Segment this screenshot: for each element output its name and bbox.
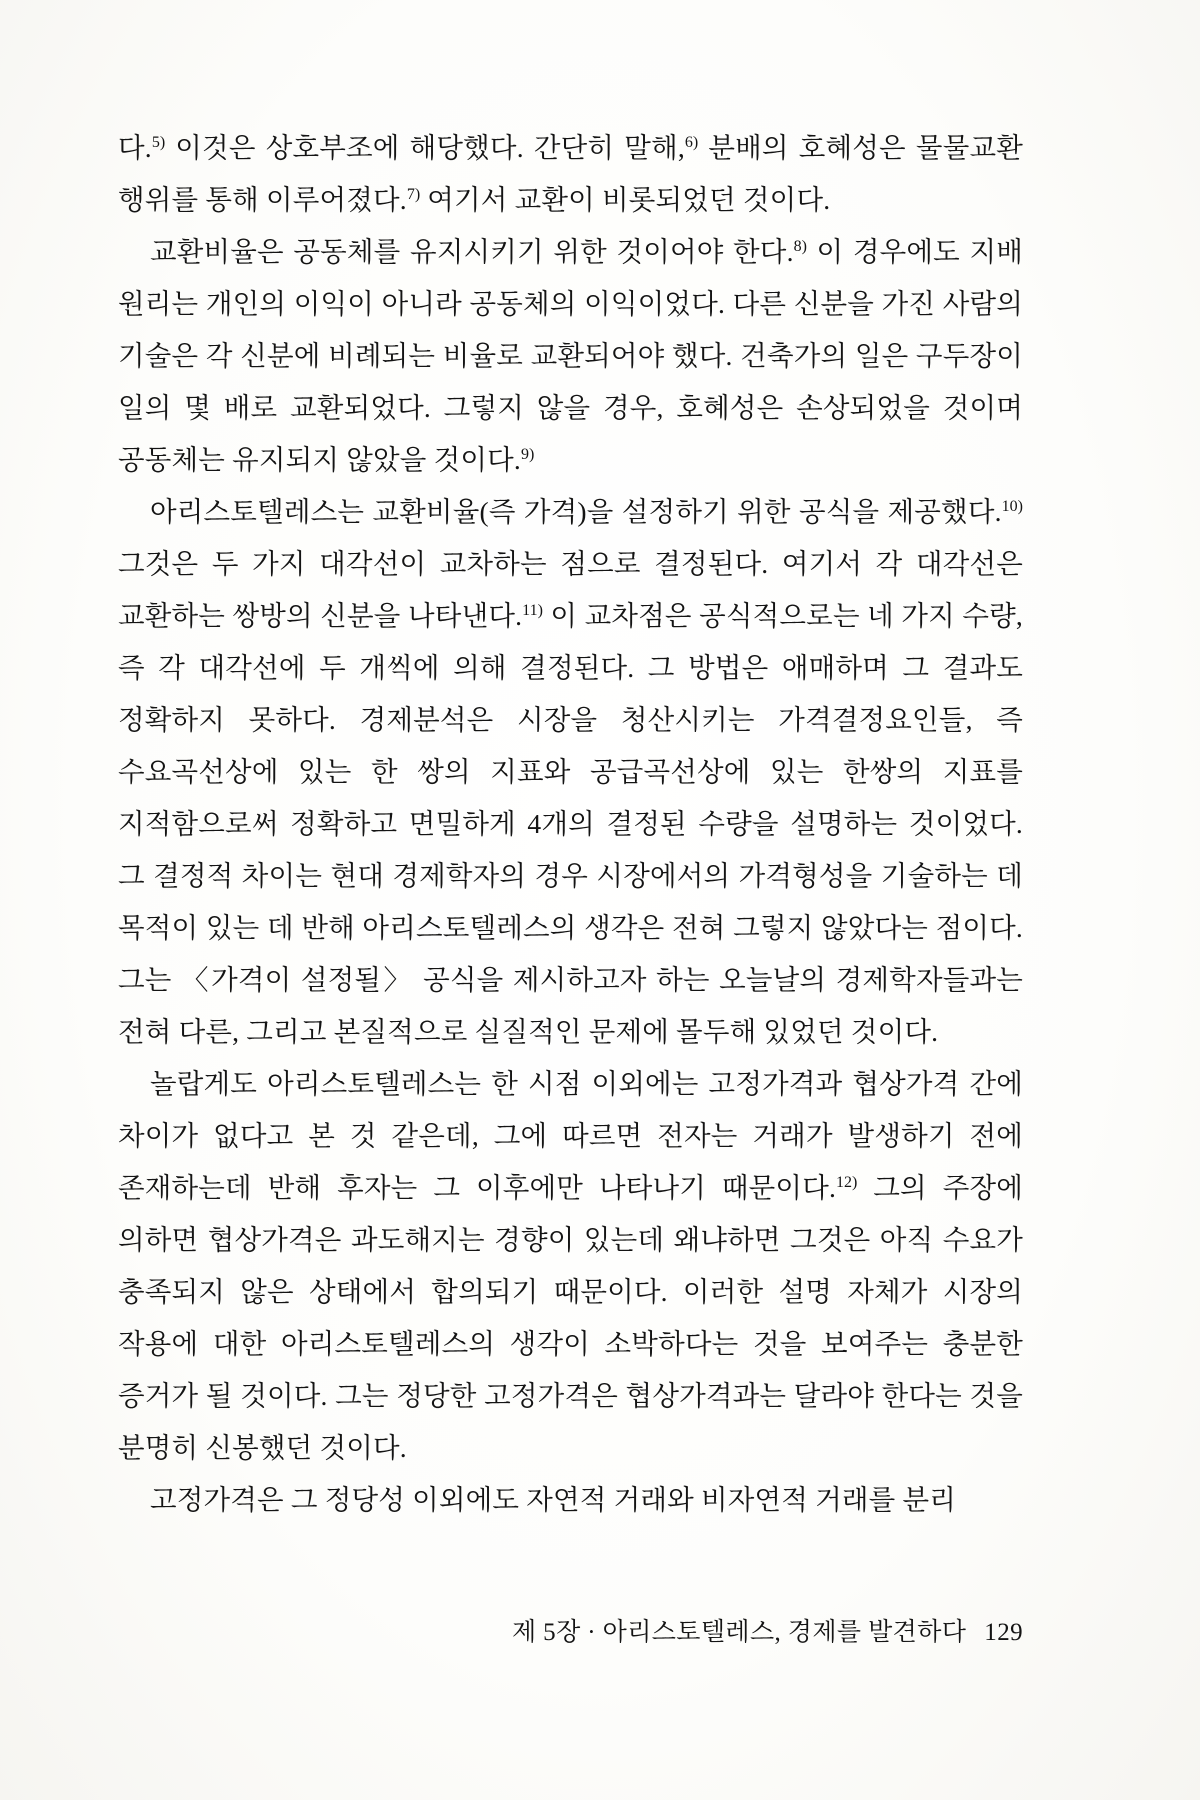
page-footer — [118, 1612, 1023, 1648]
footnote-marker: 8) — [793, 237, 807, 255]
body-paragraph: 고정가격은 그 정당성 이외에도 자연적 거래와 비자연적 거래를 분리 — [150, 1484, 957, 1515]
footer-page-number: 129 — [984, 1619, 1023, 1646]
body-paragraph: 놀랍게도 아리스토텔레스는 한 시점 이외에는 고정가격과 협상가격 간에 차이가 없다고 본 것 같은데, 그에 따르면 전자는 거래가 발생하기 전에 존재하는데 반해 후자는 그 이후에만 나타나기 때문이다.$^{12)}$ 그의 주장에 의하면 협상가격은 과도해지는 경향이 있는데 왜냐하면 그것은 아직 수요가 충족되지 않은 상태에서 합의되기 때문이다. 이러한 설명 자체가 시장의 작용에 대한 아리스토텔레스의 생각이 소박하다는 것을 보여주는 충분한 증거가 될 것이다. 그는 정당한 고정가격은 협상가격과는 달라야 한다는 것을 분명히 신봉했던 것이다. — [118, 1068, 1023, 1463]
body-paragraph: 다.$^{5)}$ 이것은 상호부조에 해당했다. 간단히 말해,$^{6)}$ 분배의 호혜성은 물물교환 행위를 통해 이루어졌다.$^{7)}$ 여기서 교환이 비롯되었던 것이다. — [118, 132, 1023, 215]
body-text-column — [118, 122, 1023, 1526]
footer-chapter-label: 제 5장 · 아리스토텔레스, 경제를 발견하다 — [511, 1619, 967, 1646]
footnote-marker: 11) — [522, 601, 543, 619]
footnote-marker: 10) — [1001, 497, 1023, 515]
footnote-marker: 9) — [521, 445, 535, 463]
body-paragraph: 교환비율은 공동체를 유지시키기 위한 것이어야 한다.$^{8)}$ 이 경우에도 지배 원리는 개인의 이익이 아니라 공동체의 이익이었다. 다른 신분을 가진 사람의 기술은 각 신분에 비례되는 비율로 교환되어야 했다. 건축가의 일은 구두장이 일의 몇 배로 교환되었다. 그렇지 않을 경우, 호혜성은 손상되었을 것이며 공동체는 유지되지 않았을 것이다.$^{9)}$ — [118, 236, 1023, 475]
footnote-marker: 5) — [151, 133, 166, 151]
footnote-marker: 12) — [836, 1173, 858, 1191]
footnote-marker: 7) — [406, 185, 421, 203]
footnote-marker: 6) — [684, 133, 699, 151]
body-paragraph: 아리스토텔레스는 교환비율(즉 가격)을 설정하기 위한 공식을 제공했다.$^{10)}$ 그것은 두 가지 대각선이 교차하는 점으로 결정된다. 여기서 각 대각선은 교환하는 쌍방의 신분을 나타낸다.$^{11)}$ 이 교차점은 공식적으로는 네 가지 수량, 즉 각 대각선에 두 개씩에 의해 결정된다. 그 방법은 애매하며 그 결과도 정확하지 못하다. 경제분석은 시장을 청산시키는 가격결정요인들, 즉 수요곡선상에 있는 한 쌍의 지표와 공급곡선상에 있는 한쌍의 지표를 지적함으로써 정확하고 면밀하게 4개의 결정된 수량을 설명하는 것이었다. 그 결정적 차이는 현대 경제학자의 경우 시장에서의 가격형성을 기술하는 데 목적이 있는 데 반해 아리스토텔레스의 생각은 전혀 그렇지 않았다는 점이다. 그는 〈가격이 설정될〉 공식을 제시하고자 하는 오늘날의 경제학자들과는 전혀 다른, 그리고 본질적으로 실질적인 문제에 몰두해 있었던 것이다. — [118, 496, 1023, 1047]
